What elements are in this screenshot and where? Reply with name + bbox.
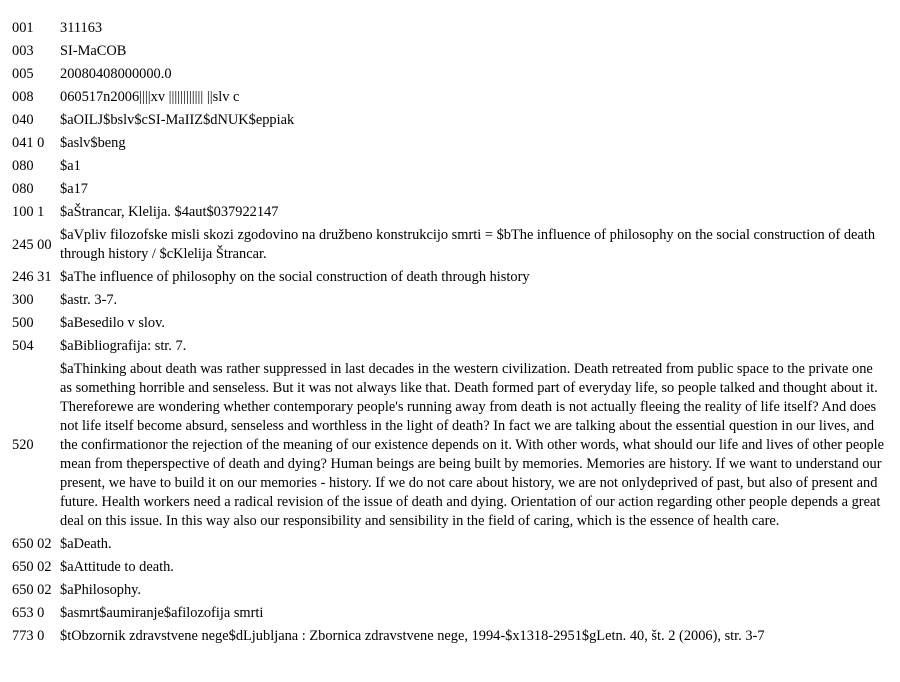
marc-field-row — [12, 86, 888, 109]
field-value: SI-MaCOB — [60, 43, 127, 59]
field-tag: 500 — [12, 315, 34, 331]
field-tag: 773 0 — [12, 628, 45, 644]
field-value: $aBibliografija: str. 7. — [60, 338, 187, 354]
marc-field-row — [12, 224, 888, 266]
field-tag: 246 31 — [12, 269, 52, 285]
field-value: $a1 — [60, 158, 81, 174]
field-value: $aPhilosophy. — [60, 582, 142, 598]
field-tag: 650 02 — [12, 559, 52, 575]
field-value: $aŠtrancar, Klelija. $4aut$037922147 — [60, 204, 279, 220]
field-tag: 504 — [12, 338, 34, 354]
marc-field-row — [12, 556, 888, 579]
field-value: 060517n2006||||xv |||||||||||| ||slv c — [60, 89, 240, 105]
marc-field-row — [12, 109, 888, 132]
marc-field-row — [12, 533, 888, 556]
field-value: $aVpliv filozofske misli skozi zgodovino na družbeno konstrukcijo smrti = $bThe influence of philosophy on the social construction of death through history / $cKlelija Štrancar. — [60, 227, 876, 262]
marc-field-row — [12, 602, 888, 625]
field-tag: 008 — [12, 89, 34, 105]
marc-field-row — [12, 579, 888, 602]
field-tag: 520 — [12, 437, 34, 453]
marc-field-row — [12, 312, 888, 335]
field-value: 311163 — [60, 20, 103, 36]
marc-field-row — [12, 289, 888, 312]
field-tag: 245 00 — [12, 236, 52, 253]
field-value: $aAttitude to death. — [60, 559, 174, 575]
field-value: $aThe influence of philosophy on the social construction of death through history — [60, 269, 530, 285]
field-value: 20080408000000.0 — [60, 66, 172, 82]
field-value: $aslv$beng — [60, 135, 126, 151]
marc-field-row — [12, 625, 888, 648]
marc-field-row — [12, 335, 888, 358]
field-tag: 003 — [12, 43, 34, 59]
field-tag: 650 02 — [12, 536, 52, 552]
field-value: $astr. 3-7. — [60, 292, 118, 308]
field-value: $aThinking about death was rather suppressed in last decades in the western civilization. Death retreated from public space to the private one as something horrible and senseless. But it was not always like that. Death formed part of everyday life, so people talked and thought about it. Thereforewe are wondering whether contemporary people's running away from death is not actually fleeing the reality of life itself? And does not life itself become absurd, senseless and worthless in the light of death? In fact we are talking about the essential question in our lives, and the confirmationor the rejection of the meaning of our existence depends on it. With other words, what should our life and lives of other people mean from theperspective of death and dying? Human beings are being built by memories. Memories are history. If we want to understand our present, we have to build it on our memories - history. If we do not care about history, we are not onlydeprived of past, but also of present and future. Health workers need a radical revision of the issue of death and dying. Orientation of our action regarding other people depends a great deal on this issue. In this way also our responsibility and sensibility in the field of caring, which is the essence of health care. — [60, 361, 884, 529]
field-tag: 653 0 — [12, 605, 45, 621]
field-tag: 080 — [12, 158, 34, 174]
field-tag: 300 — [12, 292, 34, 308]
field-tag: 005 — [12, 66, 34, 82]
marc-field-row — [12, 132, 888, 155]
field-value: $aDeath. — [60, 536, 112, 552]
field-tag: 100 1 — [12, 204, 45, 220]
field-value: $a17 — [60, 181, 88, 197]
field-value: $aOILJ$bslv$cSI-MaIIZ$dNUK$eppiak — [60, 112, 295, 128]
marc-field-row — [12, 178, 888, 201]
field-tag: 040 — [12, 112, 34, 128]
field-tag: 041 0 — [12, 135, 45, 151]
marc-field-row — [12, 17, 888, 40]
field-tag: 080 — [12, 181, 34, 197]
marc-field-row — [12, 358, 888, 533]
field-value: $tObzornik zdravstvene nege$dLjubljana : Zbornica zdravstvene nege, 1994-$x1318-2951$gLetn. 40, št. 2 (2006), str. 3-7 — [60, 628, 765, 644]
marc-field-row — [12, 63, 888, 86]
marc-field-row — [12, 40, 888, 63]
marc-record-table — [12, 17, 888, 648]
marc-field-row — [12, 266, 888, 289]
field-value: $aBesedilo v slov. — [60, 315, 165, 331]
marc-field-row — [12, 201, 888, 224]
marc-field-row — [12, 155, 888, 178]
field-tag: 650 02 — [12, 582, 52, 598]
field-value: $asmrt$aumiranje$afilozofija smrti — [60, 605, 264, 621]
field-tag: 001 — [12, 20, 34, 36]
